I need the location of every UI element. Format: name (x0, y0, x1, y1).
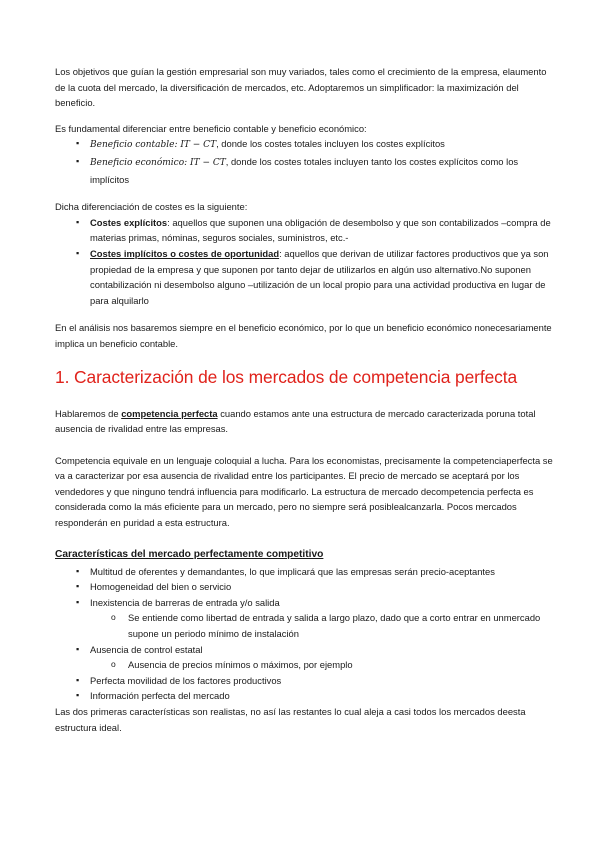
text-span: Hablaremos de (55, 407, 122, 419)
perfect-competition-term: competencia perfecta (121, 407, 218, 419)
list-item-text: Inexistencia de barreras de entrada y/o salida (90, 596, 280, 608)
cost-types-list (55, 215, 555, 309)
economic-profit-paragraph: En el análisis nos basaremos siempre en el beneficio económico, por lo que un beneficio económico nonecesariamente implica un beneficio contable. (55, 322, 552, 349)
economic-profit-formula: Beneficio económico: IT − CT (90, 157, 226, 168)
cost-distinction-paragraph: Dicha diferenciación de costes es la siguiente: (55, 201, 248, 213)
closing-paragraph: Las dos primeras características son realistas, no así las restantes lo cual aleja a casi todos los mercados deesta estructura ideal. (55, 706, 526, 733)
text-span: cuando estamos ante una estructura de mercado caracterizada poruna total ausencia de rivalidad entre las empresas. (55, 407, 536, 435)
list-item: ▪ Homogeneidad del bien o servicio (55, 579, 555, 595)
accounting-profit-text: , donde los costes totales incluyen los costes explícitos (216, 138, 445, 150)
economic-profit-text: , donde los costes totales incluyen tanto los costes explícitos como los implícitos (90, 155, 519, 185)
document-page (55, 64, 555, 735)
sub-list-item: o Se entiende como libertad de entrada y salida a largo plazo, dado que a corto entrar en unmercado supone un periodo mínimo de instalación (55, 610, 555, 641)
list-item: ▪ Información perfecta del mercado (55, 688, 555, 704)
competition-explanation-paragraph: Competencia equivale en un lenguaje coloquial a lucha. Para los economistas, precisamente la competenciaperfecta se va a caracterizar por esa ausencia de rivalidad entre los participantes. El precio de mercado se aceptará por los vendedores y que ninguno tendrá influencia para modificarlo. La estructura de mercado decompetencia perfecta es considerada como la más eficiente para un mercado, pero no siempre será posiblealcanzarla. Pocos mercados responderán en puridad a esta estructura. (55, 454, 553, 529)
profit-types-list (55, 136, 555, 187)
list-item (55, 136, 555, 154)
characteristics-list-cont (55, 642, 555, 658)
list-item (55, 154, 555, 187)
section-heading: 1. Caracterización de los mercados de competencia perfecta (55, 366, 518, 387)
profit-distinction-paragraph: Es fundamental diferenciar entre beneficio contable y beneficio económico: (55, 122, 367, 134)
list-item (55, 595, 555, 611)
characteristics-sublist (55, 610, 555, 641)
implicit-costs-term: Costes implícitos o costes de oportunidad (90, 247, 280, 259)
list-item: ▪ Perfecta movilidad de los factores productivos (55, 673, 555, 689)
list-item (55, 246, 555, 308)
explicit-costs-text: : aquellos que suponen una obligación de desembolso y que son contabilizados –compra de materias primas, nóminas, seguros sociales, suministros, etc.- (90, 216, 551, 244)
perfect-competition-paragraph (55, 406, 555, 437)
sub-list-item: o Ausencia de precios mínimos o máximos, por ejemplo (55, 657, 555, 673)
list-item: ▪ Ausencia de control estatal (55, 642, 555, 658)
characteristics-sublist-2 (55, 657, 555, 673)
intro-paragraph: Los objetivos que guían la gestión empresarial son muy variados, tales como el crecimiento de la empresa, elaumento de la cuota del mercado, la diversificación de mercados, etc. Adoptaremos un simplificador: la maximización del beneficio. (55, 66, 547, 109)
list-item (55, 215, 555, 246)
accounting-profit-formula: Beneficio contable: IT − CT (90, 140, 217, 151)
characteristics-list-end (55, 673, 555, 704)
list-item: ▪ Multitud de oferentes y demandantes, lo que implicará que las empresas serán precio-aceptantes (55, 564, 555, 580)
implicit-costs-text: : aquellos que derivan de utilizar factores productivos que ya son propiedad de la empresa y que suponen por tanto dejar de utilizarlos en algún uso alternativo.No suponen contabilización ni desembolso alguno –utilización de un local propio para una actividad productiva en lugar de para alquilarlo (90, 247, 549, 306)
characteristics-heading: Características del mercado perfectamente competitivo (55, 548, 324, 560)
characteristics-list (55, 564, 555, 611)
explicit-costs-term: Costes explícitos (90, 216, 168, 228)
